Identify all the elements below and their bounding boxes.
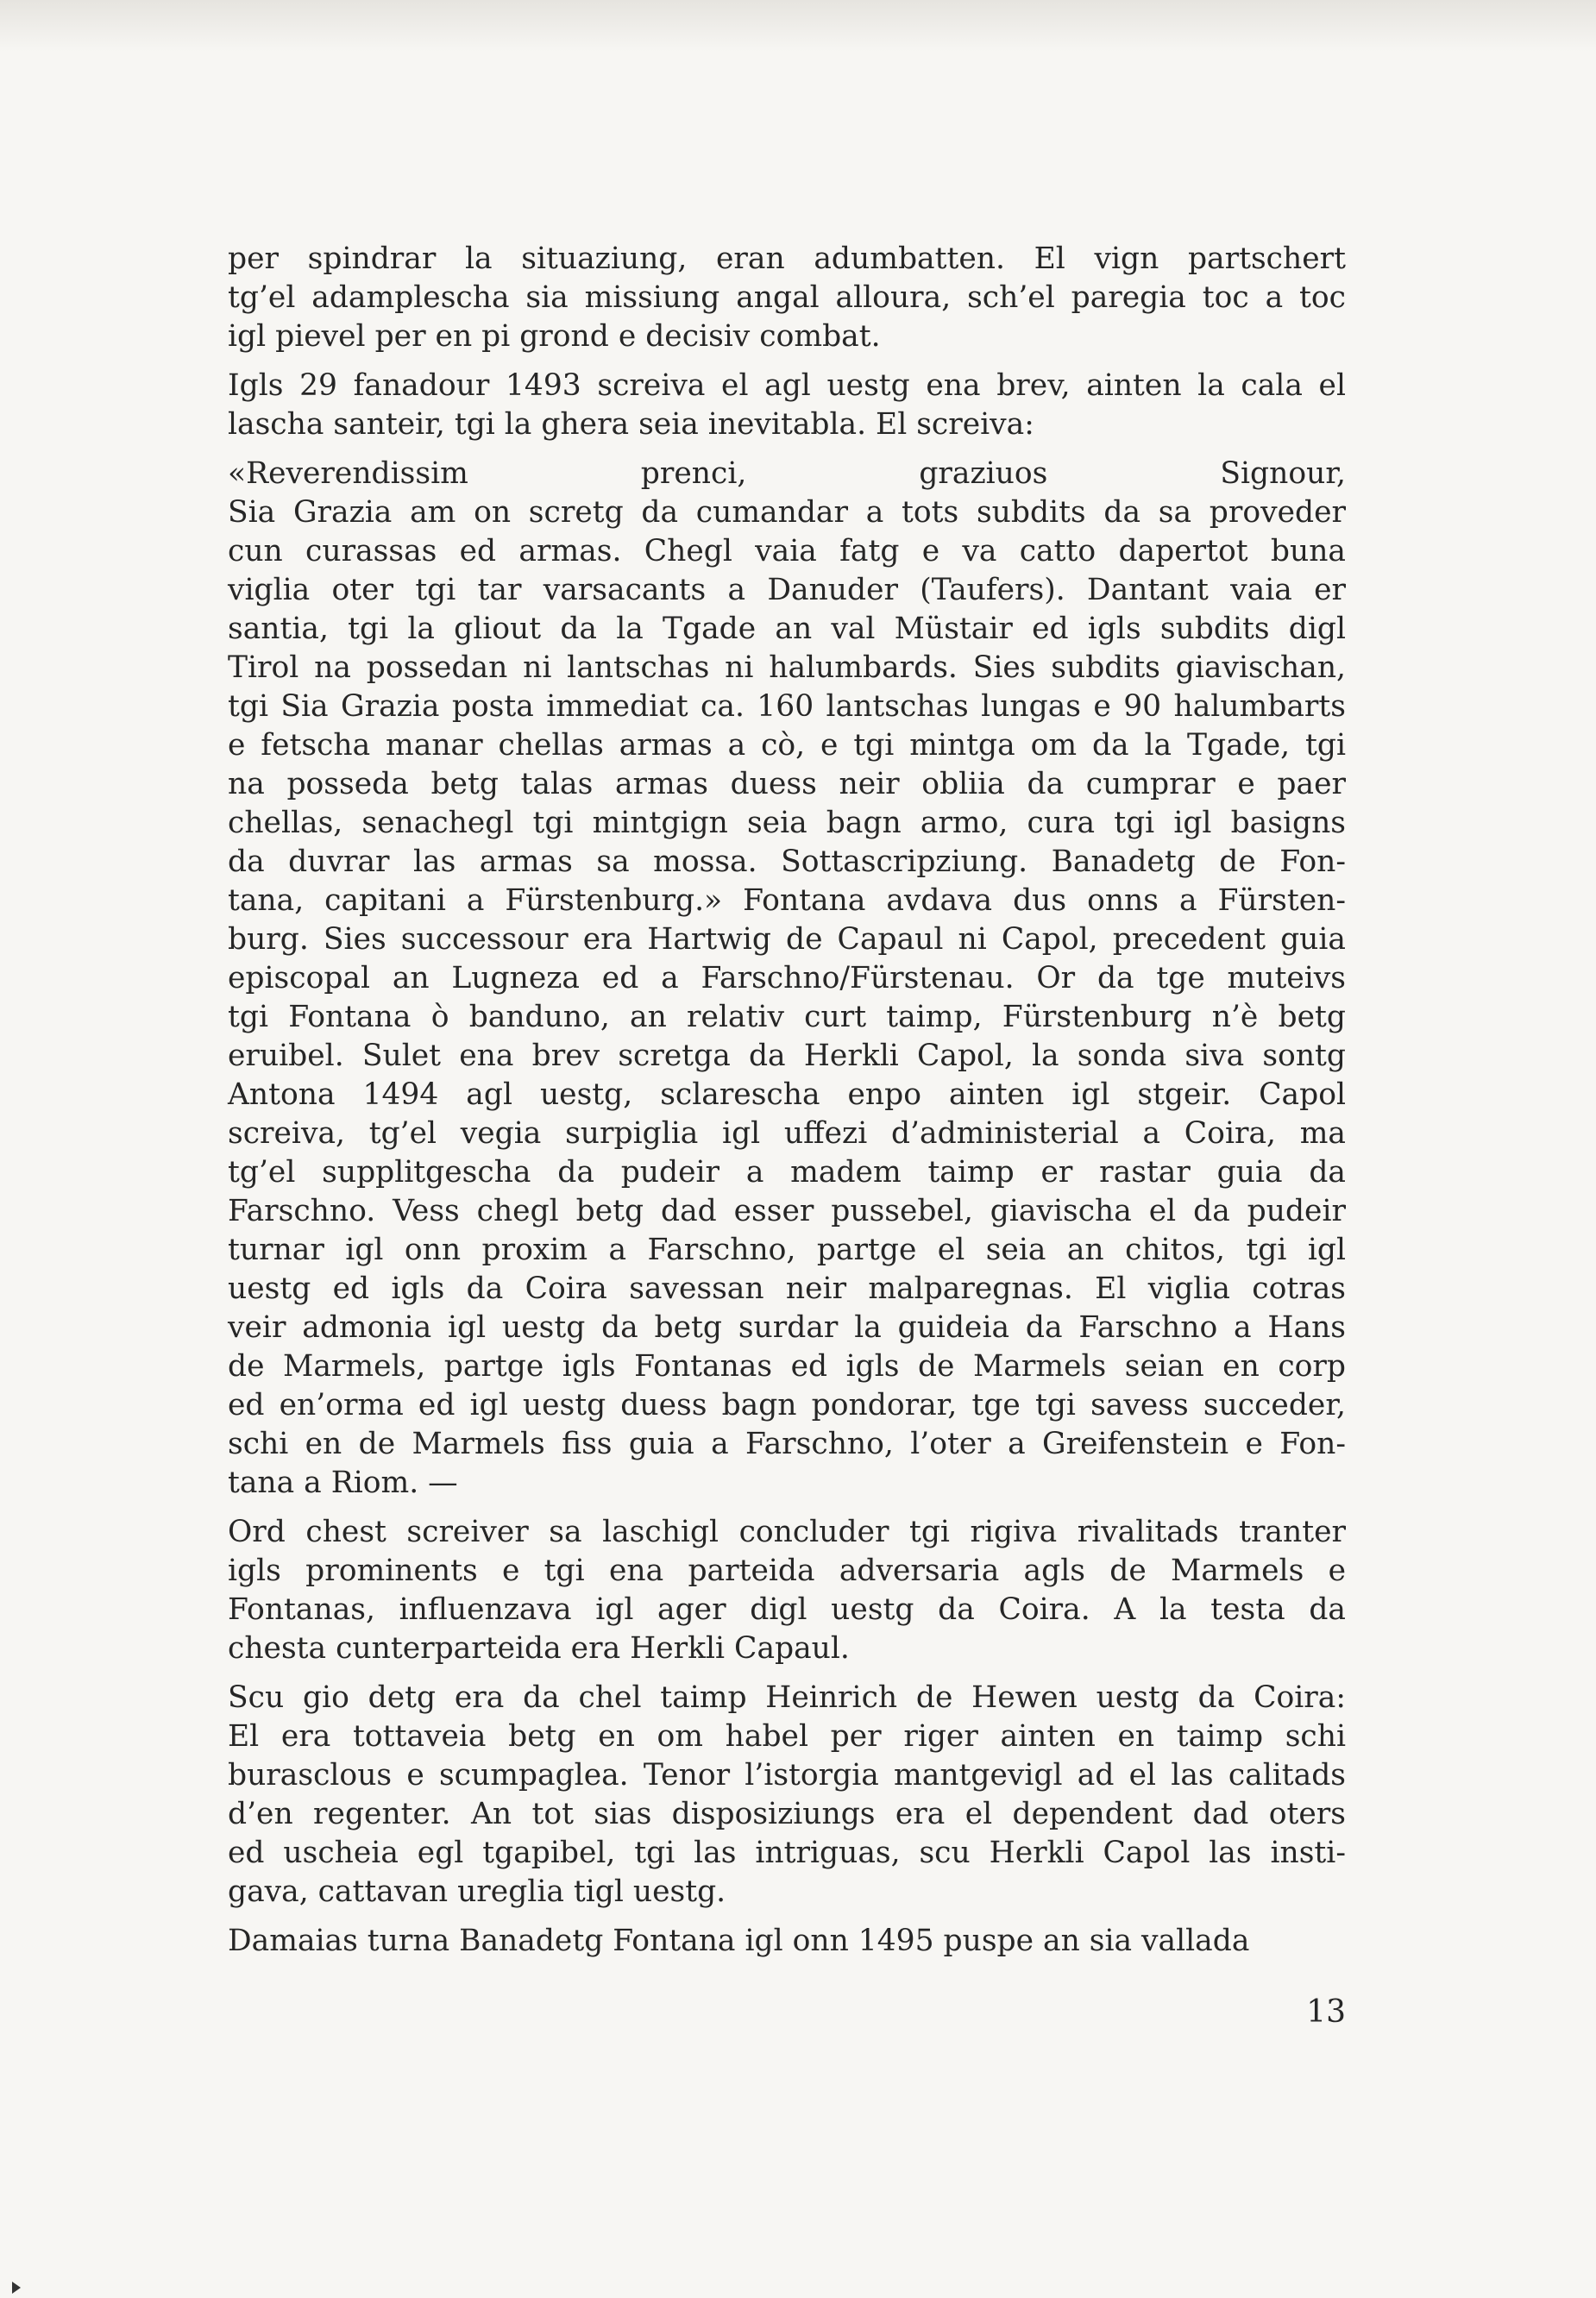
paragraph — [228, 240, 1346, 356]
text-line: ed uscheia egl tgapibel, tgi las intriguas, scu Herkli Capol las insti- — [228, 1836, 1346, 1870]
text-line: El era tottaveia betg en om habel per riger ainten en taimp schi — [228, 1719, 1346, 1754]
text-line: Fontanas, influenzava igl ager digl uestg da Coira. A la testa da — [228, 1592, 1346, 1627]
text-line: chesta cunterparteida era Herkli Capaul. — [228, 1631, 850, 1666]
paragraph — [228, 1922, 1346, 1961]
text-line: schi en de Marmels fiss guia a Farschno, l’oter a Greifenstein e Fon- — [228, 1427, 1346, 1461]
paragraph — [228, 1679, 1346, 1912]
text-line: Antona 1494 agl uestg, sclarescha enpo ainten igl stgeir. Capol — [228, 1077, 1346, 1112]
text-line: Damaias turna Banadetg Fontana igl onn 1495 puspe an sia vallada — [228, 1924, 1250, 1958]
text-line: e fetscha manar chellas armas a cò, e tgi mintga om da la Tgade, tgi — [228, 728, 1346, 763]
scan-shadow — [0, 0, 1596, 52]
text-line: ed en’orma ed igl uestg duess bagn pondorar, tge tgi savess succeder, — [228, 1388, 1346, 1422]
text-line: lascha santeir, tgi la ghera seia inevitabla. El screiva: — [228, 407, 1034, 442]
text-line: Tirol na possedan ni lantschas ni halumbards. Sies subdits giavischan, — [228, 650, 1346, 685]
text-line: Farschno. Vess chegl betg dad esser pussebel, giavischa el da pudeir — [228, 1194, 1346, 1228]
text-line: na posseda betg talas armas duess neir obliia da cumprar e paer — [228, 767, 1346, 801]
text-line: igl pievel per en pi grond e decisiv combat. — [228, 319, 881, 354]
text-line: «Reverendissim prenci, graziuos Signour, — [228, 456, 1346, 491]
text-line: tg’el supplitgescha da pudeir a madem taimp er rastar guia da — [228, 1155, 1346, 1190]
paragraph — [228, 1513, 1346, 1668]
text-line: Scu gio detg era da chel taimp Heinrich de Hewen uestg da Coira: — [228, 1680, 1346, 1715]
text-line: da duvrar las armas sa mossa. Sottascripziung. Banadetg de Fon- — [228, 844, 1346, 879]
text-line: per spindrar la situaziung, eran adumbatten. El vign partschert — [228, 242, 1346, 276]
text-line: Ord chest screiver sa laschigl concluder tgi rigiva rivalitads tranter — [228, 1515, 1346, 1549]
text-line: tgi Fontana ò banduno, an relativ curt taimp, Fürstenburg n’è betg — [228, 1000, 1346, 1034]
text-line: eruibel. Sulet ena brev scretga da Herkli Capol, la sonda siva sontg — [228, 1039, 1346, 1073]
text-line: santia, tgi la gliout da la Tgade an val Müstair ed igls subdits digl — [228, 612, 1346, 646]
text-line: tana, capitani a Fürstenburg.» Fontana avdava dus onns a Fürsten- — [228, 883, 1346, 918]
page-body — [228, 240, 1346, 1971]
text-line: tana a Riom. — — [228, 1466, 458, 1500]
text-line: tgi Sia Grazia posta immediat ca. 160 lantschas lungas e 90 halumbarts — [228, 689, 1346, 724]
text-line: turnar igl onn proxim a Farschno, partge el seia an chitos, tgi igl — [228, 1233, 1346, 1267]
page-number: 13 — [1306, 1994, 1346, 2030]
paragraph — [228, 367, 1346, 444]
text-line: cun curassas ed armas. Chegl vaia fatg e va catto dapertot buna — [228, 534, 1346, 568]
text-line: uestg ed igls da Coira savessan neir malparegnas. El viglia cotras — [228, 1271, 1346, 1306]
scan-corner-mark — [12, 2282, 21, 2294]
text-line: tg’el adamplescha sia missiung angal alloura, sch’el paregia toc a toc — [228, 280, 1346, 315]
text-line: Sia Grazia am on scretg da cumandar a tots subdits da sa proveder — [228, 495, 1346, 530]
text-line: veir admonia igl uestg da betg surdar la guideia da Farschno a Hans — [228, 1310, 1346, 1345]
text-line: chellas, senachegl tgi mintgign seia bagn armo, cura tgi igl basigns — [228, 806, 1346, 840]
text-line: igls prominents e tgi ena parteida adversaria agls de Marmels e — [228, 1554, 1346, 1588]
paragraph — [228, 455, 1346, 1503]
text-line: viglia oter tgi tar varsacants a Danuder (Taufers). Dantant vaia er — [228, 573, 1346, 607]
text-line: d’en regenter. An tot sias disposiziungs era el dependent dad oters — [228, 1797, 1346, 1831]
text-line: burasclous e scumpaglea. Tenor l’istorgia mantgevigl ad el las calitads — [228, 1758, 1346, 1793]
text-line: gava, cattavan ureglia tigl uestg. — [228, 1874, 726, 1909]
text-line: Igls 29 fanadour 1493 screiva el agl uestg ena brev, ainten la cala el — [228, 368, 1346, 403]
text-line: burg. Sies successour era Hartwig de Capaul ni Capol, precedent guia — [228, 922, 1346, 957]
text-line: screiva, tg’el vegia surpiglia igl uffezi d’administerial a Coira, ma — [228, 1116, 1346, 1151]
text-line: de Marmels, partge igls Fontanas ed igls de Marmels seian en corp — [228, 1349, 1346, 1384]
text-line: episcopal an Lugneza ed a Farschno/Fürstenau. Or da tge muteivs — [228, 961, 1346, 995]
